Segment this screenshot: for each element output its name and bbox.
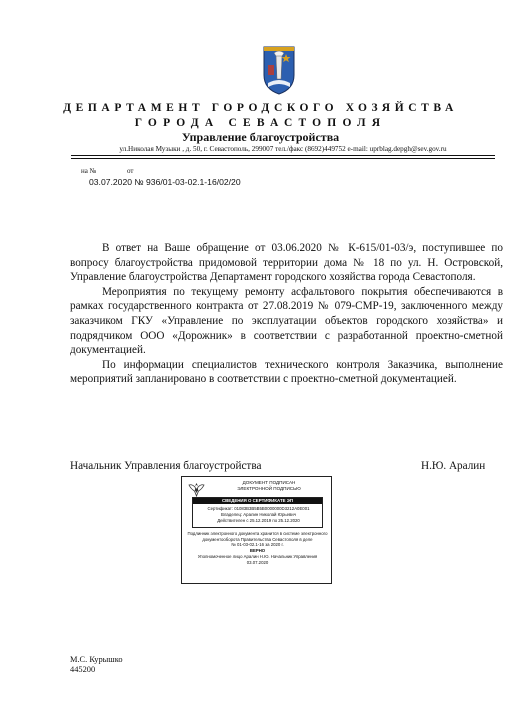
paragraph-3: По информации специалистов технического контроля Заказчика, выполнение мероприятий запланировано в соответствии с проектно-сметной документацией. [70,358,503,386]
org-name-line1: ДЕПАРТАМЕНТ ГОРОДСКОГО ХОЗЯЙСТВА [63,102,458,114]
certificate-serial: Сертификат: 01083B3B5B5B0000000D3212A0E001 [207,505,310,511]
sevastopol-crest-icon [262,45,296,95]
signatory-title: Начальник Управления благоустройства [70,460,262,472]
registration-line: 03.07.2020 № 936/01-03-02.1-16/02/20 [89,177,241,187]
org-name-line2: ГОРОДА СЕВАСТОПОЛЯ [134,117,387,129]
electronic-signature-stamp [181,476,332,584]
coat-of-arms-icon [187,481,206,498]
stamp-heading-1: ДОКУМЕНТ ПОДПИСАН [242,480,296,485]
department-name: Управление благоустройства [181,130,340,144]
stamp-verified: ВЕРНО [249,548,266,553]
stamp-authorized-person: Уполномоченное лицо Аралин Н.Ю. Начальник Управления [197,554,318,559]
stamp-note-3: № 01-03-02.1-16 за 2020 г. [231,542,284,547]
number-label: на № [81,167,97,175]
header-rule-thin [71,158,495,159]
from-label: от [127,167,134,175]
paragraph-2: Мероприятия по текущему ремонту асфальтового покрытия обеспечиваются в рамках государственного контракта от 27.08.2019 № 079-СМР-19, заключенного между заказчиком ГКУ «Управление по эксплуатации объектов городского хозяйства» и подрядчиком ООО «Дорожник» в соответствии с разработанной проектно-сметной документацией. [70,285,503,357]
stamp-note-1: Подлинник электронного документа хранится в системе электронного [187,531,328,536]
executor-info [70,655,123,675]
stamp-heading [209,480,329,492]
certificate-owner: Владелец: Аралин Николай Юрьевич [221,511,296,517]
certificate-title: СВЕДЕНИЯ О СЕРТИФИКАТЕ ЭП [193,498,322,504]
certificate-box [192,497,323,528]
executor-phone: 445200 [70,665,96,674]
signatory-name: Н.Ю. Аралин [421,460,486,472]
address-line: ул.Николая Музыки , д. 50, г. Севастополь, 299007 тел./факс (8692)449752 e-mail: uprblag.depgh@sev.gov.ru [119,145,447,153]
paragraph-1: В ответ на Ваше обращение от 03.06.2020 № К-615/01-03/э, поступившее по вопросу благоустройства придомовой территории дома № 18 по ул. Н. Островской, Управление благоустройства Департамент городского хозяйства города Севастополя. [70,242,503,284]
letter-body [70,241,503,387]
stamp-date: 03.07.2020 [246,560,269,565]
header-rule [71,155,495,156]
stamp-note-2: документооборота Правительства Севастополя в деле [202,536,313,542]
certificate-validity: Действителен с 25.12.2019 по 25.12.2020 [217,517,300,523]
executor-name: М.С. Курышко [70,655,123,664]
stamp-heading-2: ЭЛЕКТРОННОЙ ПОДПИСЬЮ [237,486,301,491]
